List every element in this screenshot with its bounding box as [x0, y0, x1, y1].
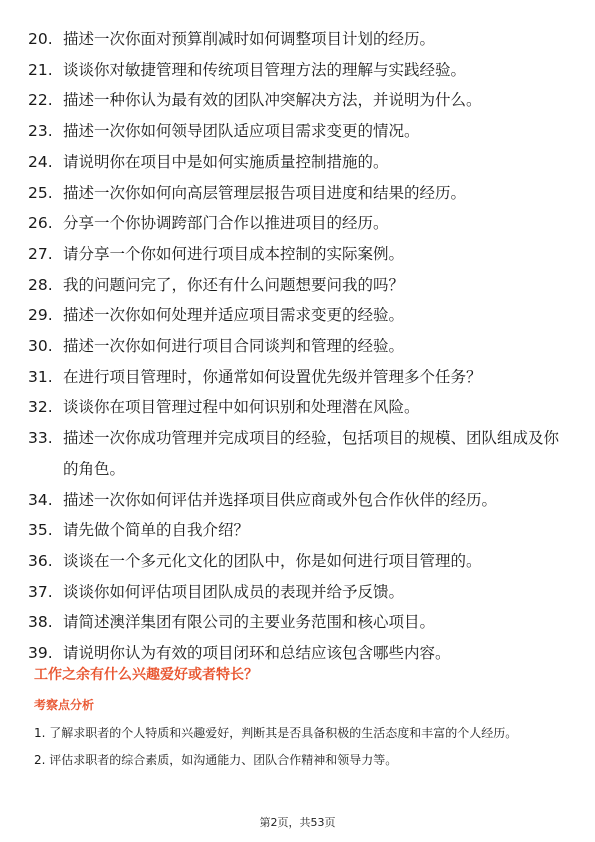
question-text: 请说明你认为有效的项目闭环和总结应该包含哪些内容。: [63, 644, 451, 663]
question-text: 请说明你在项目中是如何实施质量控制措施的。: [63, 152, 389, 171]
question-item: [0, 147, 595, 178]
question-number: 37.: [28, 582, 53, 601]
question-number: 23.: [28, 122, 53, 141]
analysis-point: 2. 评估求职者的综合素质，如沟通能力、团队合作精神和领导力等。: [34, 753, 398, 767]
question-item: [0, 331, 595, 362]
question-number: 38.: [28, 613, 53, 632]
question-number: 30.: [28, 337, 53, 356]
question-text: 描述一次你如何处理并适应项目需求变更的经验。: [63, 306, 405, 325]
page-number-footer: 第2页，共53页: [259, 816, 336, 829]
question-text: 谈谈你对敏捷管理和传统项目管理方法的理解与实践经验。: [63, 60, 467, 79]
question-text: 请分享一个你如何进行项目成本控制的实际案例。: [63, 244, 405, 263]
question-text: 请简述澳洋集团有限公司的主要业务范围和核心项目。: [63, 613, 436, 632]
question-item: [0, 485, 595, 516]
question-item: [0, 362, 595, 393]
question-item: [0, 85, 595, 116]
question-text: 描述一次你如何评估并选择项目供应商或外包合作伙伴的经历。: [63, 490, 498, 509]
question-text: 我的问题问完了，你还有什么问题想要问我的吗？: [63, 275, 405, 294]
question-number: 27.: [28, 244, 53, 263]
hobby-question-section: [34, 664, 564, 774]
question-number: 29.: [28, 306, 53, 325]
question-number: 26.: [28, 214, 53, 233]
question-item: [0, 577, 595, 608]
question-item: [0, 208, 595, 239]
question-item: [0, 546, 595, 577]
question-number: 34.: [28, 490, 53, 509]
question-item: [0, 270, 595, 301]
question-number: 39.: [28, 644, 53, 663]
question-item: [0, 607, 595, 638]
question-item: [0, 515, 595, 546]
question-text: 描述一次你面对预算削减时如何调整项目计划的经历。: [63, 30, 436, 48]
question-item: [0, 116, 595, 147]
section-title: 工作之余有什么兴趣爱好或者特长？: [34, 667, 258, 683]
question-item: [0, 239, 595, 270]
question-number: 32.: [28, 398, 53, 417]
question-text: 描述一种你认为最有效的团队冲突解决方法，并说明为什么。: [63, 91, 482, 110]
question-text: 分享一个你协调跨部门合作以推进项目的经历。: [63, 214, 389, 233]
question-item: [0, 55, 595, 86]
question-number: 35.: [28, 521, 53, 540]
question-text: 谈谈你如何评估项目团队成员的表现并给予反馈。: [63, 582, 405, 601]
question-text: 描述一次你如何向高层管理层报告项目进度和结果的经历。: [63, 183, 467, 202]
question-number: 24.: [28, 152, 53, 171]
question-list: [0, 24, 595, 669]
question-text: 在进行项目管理时，你通常如何设置优先级并管理多个任务？: [63, 367, 482, 386]
question-text: 谈谈你在项目管理过程中如何识别和处理潜在风险。: [63, 398, 420, 417]
question-number: 36.: [28, 551, 53, 570]
question-item: [0, 178, 595, 209]
analysis-point: 1. 了解求职者的个人特质和兴趣爱好，判断其是否具备积极的生活态度和丰富的个人经历。: [34, 726, 518, 740]
question-number: 25.: [28, 183, 53, 202]
question-number: 33.: [28, 429, 53, 448]
question-item: [0, 423, 595, 484]
question-item: [0, 392, 595, 423]
question-text: 描述一次你如何领导团队适应项目需求变更的情况。: [63, 122, 420, 141]
analysis-title: 考察点分析: [34, 698, 95, 712]
question-number: 31.: [28, 367, 53, 386]
question-text: 描述一次你如何进行项目合同谈判和管理的经验。: [63, 337, 405, 356]
question-item: [0, 300, 595, 331]
question-text: 描述一次你成功管理并完成项目的经验，包括项目的规模、团队组成及你的角色。: [63, 429, 560, 478]
question-text: 谈谈在一个多元化文化的团队中，你是如何进行项目管理的。: [63, 551, 482, 570]
question-number: 20.: [28, 30, 53, 48]
question-number: 22.: [28, 91, 53, 110]
question-number: 21.: [28, 60, 53, 79]
question-item: [0, 24, 595, 55]
question-text: 请先做个简单的自我介绍？: [63, 521, 250, 540]
question-number: 28.: [28, 275, 53, 294]
